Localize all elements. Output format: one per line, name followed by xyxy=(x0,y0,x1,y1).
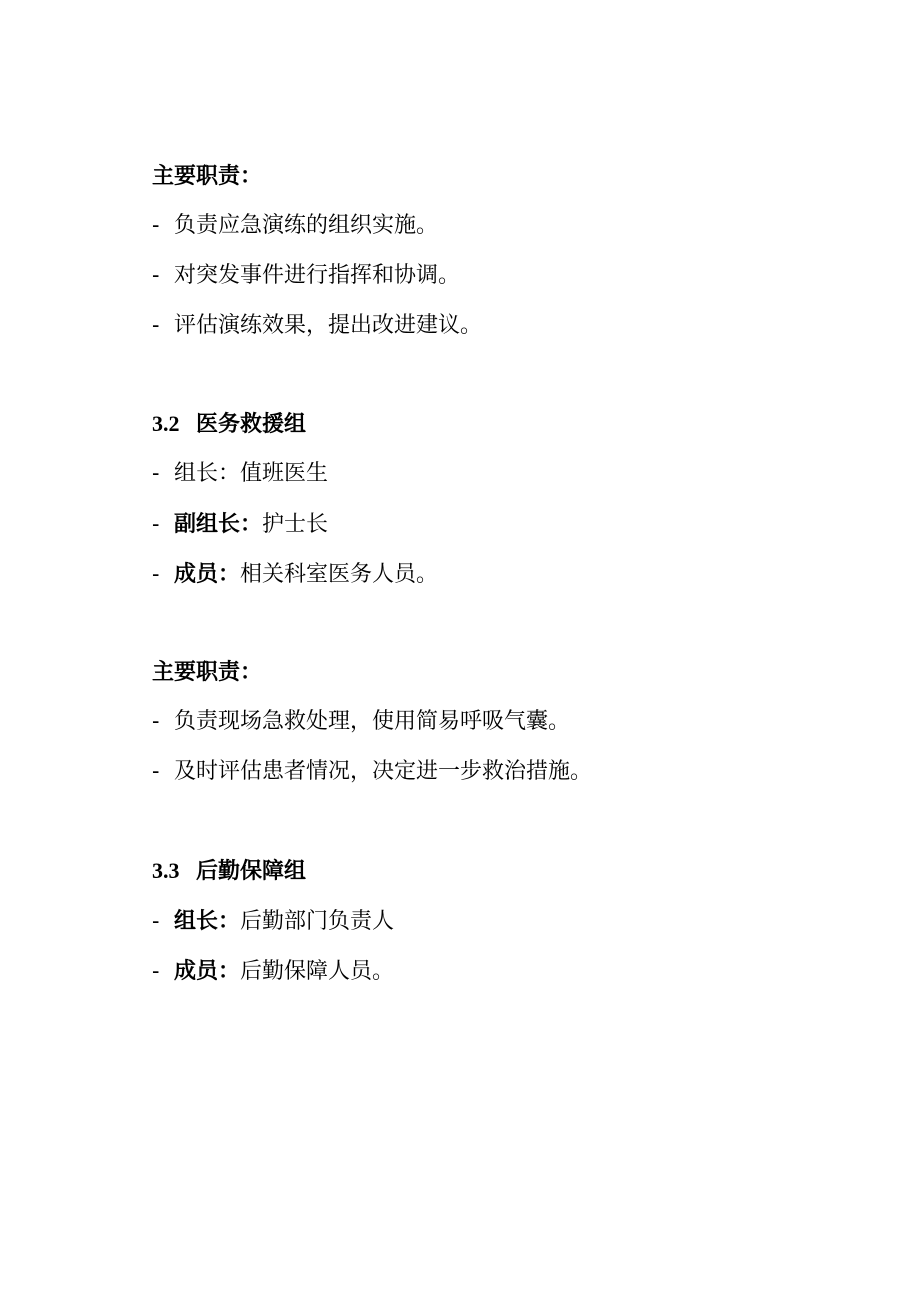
section-heading-3-3 xyxy=(152,857,306,885)
duty-item xyxy=(152,312,482,340)
members-row xyxy=(152,560,438,589)
members-value: 后勤保障人员。 xyxy=(240,959,395,984)
members-label: 成员： xyxy=(174,561,241,587)
duty-text: 评估演练效果，提出改进建议。 xyxy=(174,313,483,338)
bullet-dash: - xyxy=(152,213,160,238)
leader-row xyxy=(152,907,394,936)
duties-heading-a: 主要职责： xyxy=(152,163,263,189)
duty-item xyxy=(152,708,570,736)
bullet-dash: - xyxy=(152,512,160,537)
duty-text: 及时评估患者情况，决定进一步救治措施。 xyxy=(174,759,593,784)
duties-heading-3-2: 主要职责： xyxy=(152,659,263,685)
duty-text: 对突发事件进行指挥和协调。 xyxy=(174,263,461,288)
duty-text: 负责应急演练的组织实施。 xyxy=(174,213,439,238)
bullet-dash: - xyxy=(152,959,160,984)
members-value: 相关科室医务人员。 xyxy=(240,562,439,587)
members-label: 成员： xyxy=(174,958,241,984)
deputy-label: 副组长： xyxy=(174,511,263,537)
bullet-dash: - xyxy=(152,759,160,784)
duty-item xyxy=(152,758,592,786)
bullet-dash: - xyxy=(152,562,160,587)
duty-item xyxy=(152,262,460,290)
section-number: 3.3 xyxy=(152,858,180,883)
bullet-dash: - xyxy=(152,461,160,486)
section-title: 后勤保障组 xyxy=(196,858,307,884)
bullet-dash: - xyxy=(152,909,160,934)
leader-value: 后勤部门负责人 xyxy=(240,909,395,934)
bullet-dash: - xyxy=(152,263,160,288)
leader-label: 组长： xyxy=(174,908,241,934)
leader-row xyxy=(152,460,328,488)
section-title: 医务救援组 xyxy=(196,411,307,437)
bullet-dash: - xyxy=(152,709,160,734)
bullet-dash: - xyxy=(152,313,160,338)
section-number: 3.2 xyxy=(152,411,180,436)
section-heading-3-2 xyxy=(152,410,306,438)
duty-text: 负责现场急救处理，使用简易呼吸气囊。 xyxy=(174,709,571,734)
leader-value: 值班医生 xyxy=(240,461,329,486)
leader-label: 组长： xyxy=(174,461,241,486)
members-row xyxy=(152,957,394,986)
deputy-row xyxy=(152,510,328,539)
deputy-value: 护士长 xyxy=(262,512,329,537)
duty-item xyxy=(152,212,438,240)
